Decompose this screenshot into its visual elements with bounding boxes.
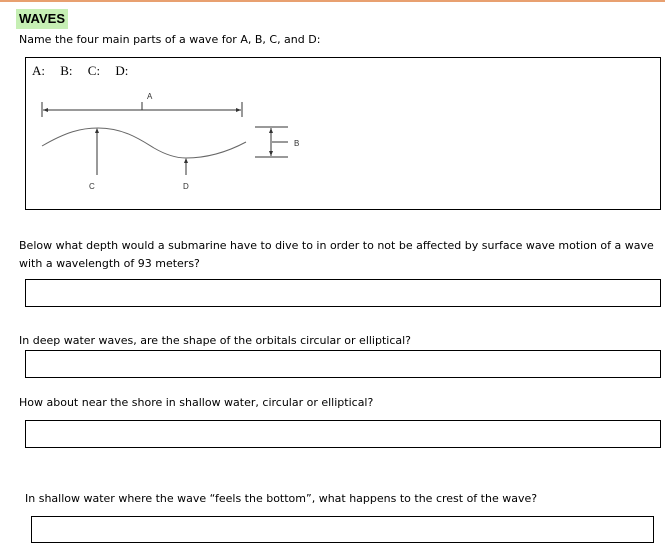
wavelength-arrowhead-right (236, 108, 241, 112)
height-arrowhead-bottom (269, 151, 273, 156)
label-b: B: (60, 63, 73, 78)
answer-field-1[interactable] (25, 279, 661, 307)
label-d: D: (115, 63, 129, 78)
wave-curve (42, 128, 246, 158)
wave-diagram-box (25, 57, 661, 210)
question-2: In deep water waves, are the shape of the orbitals circular or elliptical? (19, 334, 412, 347)
diagram-letter-b: B (294, 139, 300, 148)
instructions: Name the four main parts of a wave for A, B, C, and D: (19, 33, 321, 46)
diagram-letter-c: C (89, 182, 95, 191)
wave-diagram (26, 58, 660, 209)
wavelength-arrowhead-left (43, 108, 48, 112)
answer-field-2[interactable] (25, 350, 661, 378)
diagram-letter-a: A (147, 92, 153, 101)
page-title: WAVES (16, 9, 68, 29)
label-c: C: (87, 63, 101, 78)
question-4: In shallow water where the wave “feels the bottom”, what happens to the crest of the wave? (25, 492, 538, 505)
crest-arrowhead (95, 128, 99, 133)
height-arrowhead-top (269, 128, 273, 133)
trough-arrowhead (184, 158, 188, 163)
question-1: Below what depth would a submarine have to dive to in order to not be affected by surface wave motion of a wave with a wavelength of 93 meters? (19, 239, 654, 270)
question-3: How about near the shore in shallow water, circular or elliptical? (19, 396, 374, 409)
answer-field-3[interactable] (25, 420, 661, 448)
top-rule (0, 0, 665, 2)
diagram-letter-d: D (183, 182, 189, 191)
answer-field-4[interactable] (31, 516, 654, 543)
label-a: A: (32, 63, 45, 78)
